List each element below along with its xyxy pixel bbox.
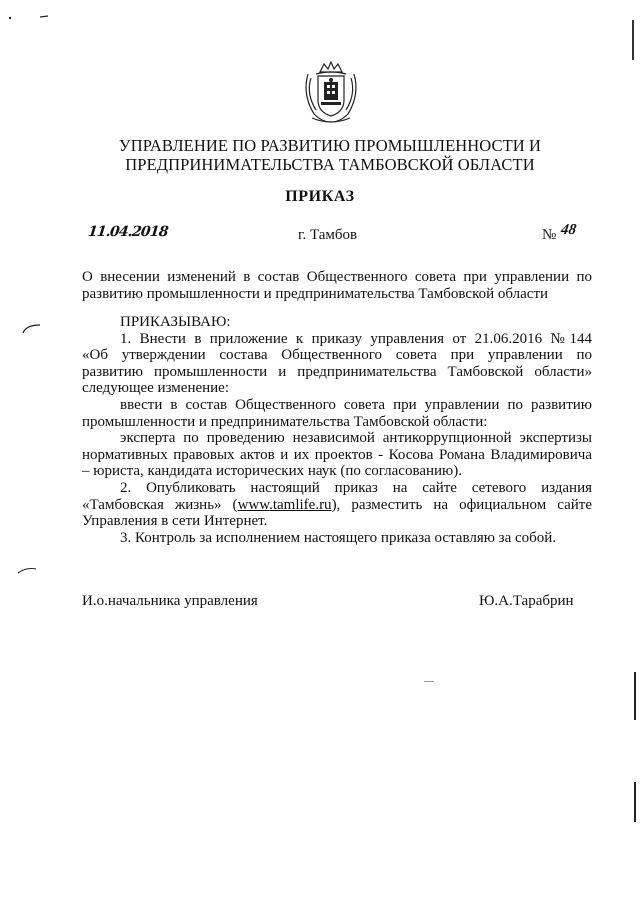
paragraph-1-line: «Об утверждении состава Общественного совета при управлении по: [82, 347, 592, 364]
handwritten-date: 11.04.2018: [87, 224, 169, 240]
scan-edge-mark: [634, 782, 636, 822]
document-type-title: ПРИКАЗ: [285, 188, 355, 205]
scan-mark: [4, 10, 54, 24]
order-body: [82, 314, 592, 546]
website-link[interactable]: www.tamlife.ru: [237, 496, 332, 513]
organization-name-line2: ПРЕДПРИНИМАТЕЛЬСТВА ТАМБОВСКОЙ ОБЛАСТИ: [125, 155, 535, 174]
paragraph-4-line: Управления в сети Интернет.: [82, 513, 268, 530]
scan-edge-mark: [634, 672, 636, 720]
organization-name-line1: УПРАВЛЕНИЕ ПО РАЗВИТИЮ ПРОМЫШЛЕННОСТИ И: [118, 136, 542, 155]
paragraph-3-line: – юриста, кандидата исторических наук (по согласованию).: [82, 463, 462, 480]
signatory-name: Ю.А.Тарабрин: [479, 593, 574, 609]
paragraph-2-line: ввести в состав Общественного совета при управлении по развитию: [120, 396, 592, 413]
paragraph-1-line: следующее изменение:: [82, 380, 230, 397]
subject-block: [82, 269, 592, 302]
scan-mark: [20, 322, 44, 336]
paragraph-4-text: «Тамбовская жизнь» (: [82, 496, 238, 513]
handwritten-number: 48: [559, 222, 578, 238]
coat-of-arms-emblem: [300, 58, 362, 126]
order-word: ПРИКАЗЫВАЮ:: [120, 314, 231, 330]
paragraph-2-line: промышленности и предпринимательства Тамбовской области:: [82, 413, 488, 430]
paragraph-5-line: 3. Контроль за исполнением настоящего приказа оставляю за собой.: [120, 529, 557, 546]
scan-mark: [424, 681, 434, 682]
subject-line: развитию промышленности и предпринимательства Тамбовской области: [82, 285, 549, 302]
subject-line: О внесении изменений в состав Общественного совета при управлении по: [82, 269, 592, 285]
paragraph-4-text: ), разместить на официальном сайте: [331, 496, 592, 513]
organization-name: [40, 136, 620, 174]
number-label: №: [542, 227, 557, 243]
paragraph-3-line: эксперта по проведению независимой антикоррупционной экспертизы: [120, 430, 592, 447]
scan-edge-mark: [632, 20, 634, 60]
paragraph-3-line: нормативных правовых актов и их проектов - Косова Романа Владимировича: [82, 446, 592, 463]
city-label: г. Тамбов: [298, 227, 358, 243]
paragraph-4-line: [82, 497, 592, 514]
signatory-position: И.о.начальника управления: [82, 593, 258, 609]
paragraph-4-line: 2. Опубликовать настоящий приказ на сайте сетевого издания: [120, 479, 592, 496]
paragraph-1-line: 1. Внести в приложение к приказу управления от 21.06.2016 №144: [120, 330, 592, 347]
paragraph-1-line: развитию промышленности и предпринимательства Тамбовской области»: [82, 363, 592, 380]
scan-mark: [16, 565, 40, 575]
